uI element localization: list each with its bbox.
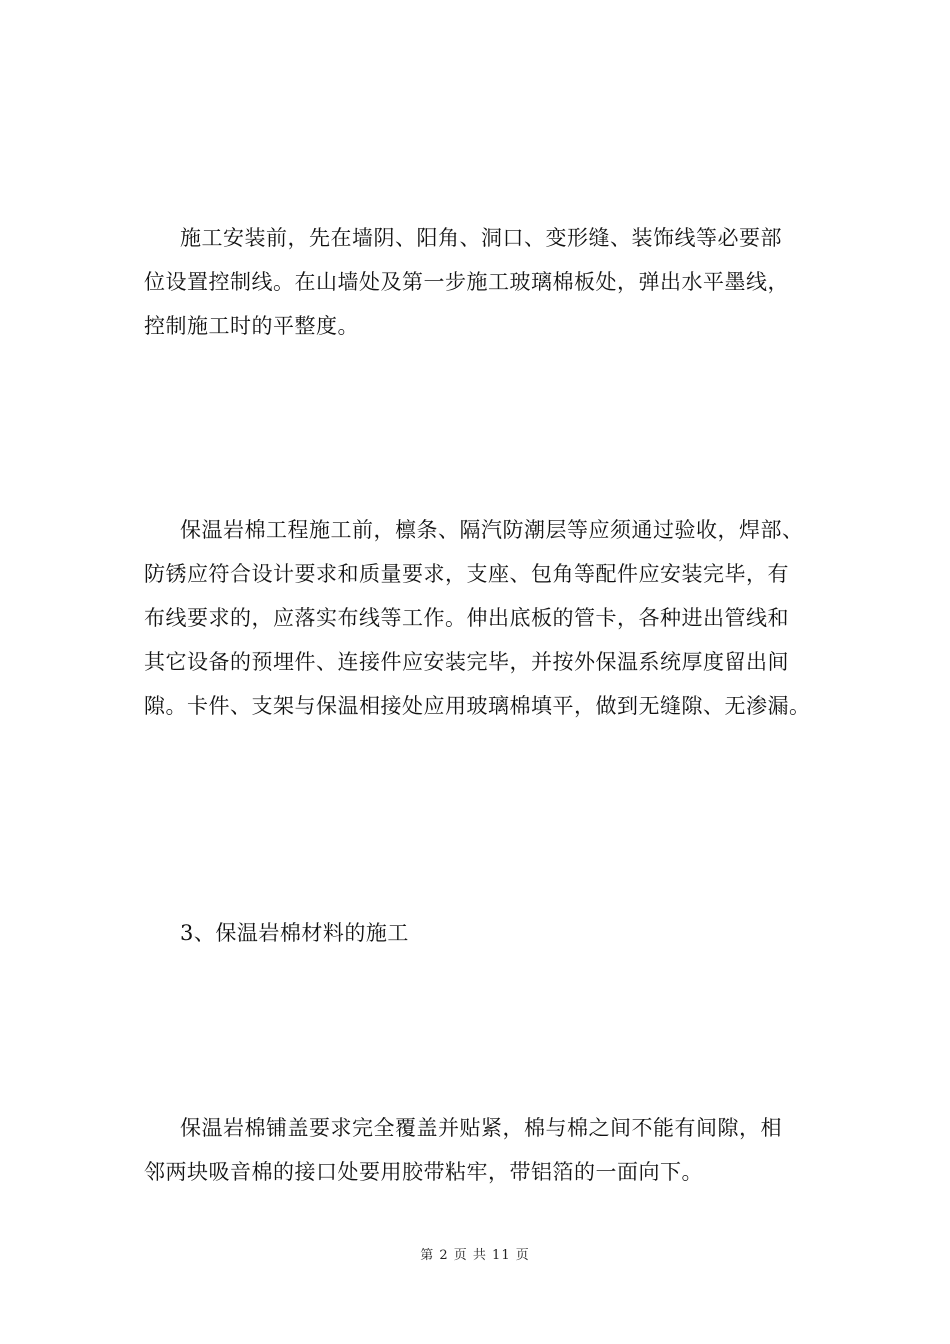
paragraph-line: 控制施工时的平整度。 bbox=[144, 314, 359, 338]
paragraph-line: 位设置控制线。在山墙处及第一步施工玻璃棉板处，弹出水平墨线， bbox=[144, 270, 789, 294]
paragraph-line: 邻两块吸音棉的接口处要用胶带粘牢，带铝箔的一面向下。 bbox=[144, 1160, 703, 1184]
section-heading bbox=[144, 911, 806, 955]
paragraph-line: 施工安装前，先在墙阴、阳角、洞口、变形缝、装饰线等必要部 bbox=[180, 226, 782, 250]
paragraph-2 bbox=[144, 508, 811, 728]
paragraph-line: 保温岩棉铺盖要求完全覆盖并贴紧，棉与棉之间不能有间隙，相 bbox=[180, 1116, 782, 1140]
paragraph-3 bbox=[144, 1106, 806, 1194]
paragraph-line: 防锈应符合设计要求和质量要求，支座、包角等配件应安装完毕，有 bbox=[144, 562, 789, 586]
paragraph-line: 其它设备的预埋件、连接件应安装完毕，并按外保温系统厚度留出间 bbox=[144, 650, 789, 674]
paragraph-line: 布线要求的，应落实布线等工作。伸出底板的管卡，各种进出管线和 bbox=[144, 606, 789, 630]
paragraph-1 bbox=[144, 216, 806, 348]
paragraph-line: 保温岩棉工程施工前，檩条、隔汽防潮层等应须通过验收，焊部、 bbox=[180, 518, 804, 542]
paragraph-line: 隙。卡件、支架与保温相接处应用玻璃棉填平，做到无缝隙、无渗漏。 bbox=[144, 694, 811, 718]
section-heading-text: 3、保温岩棉材料的施工 bbox=[180, 921, 409, 945]
page-footer: 第 2 页 共 11 页 bbox=[420, 1248, 530, 1263]
